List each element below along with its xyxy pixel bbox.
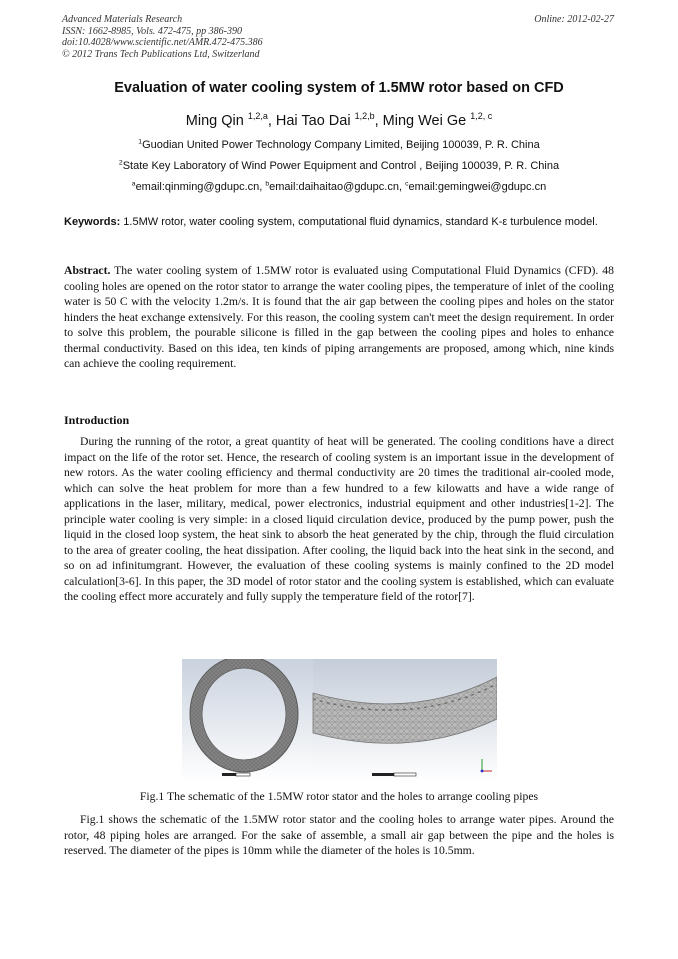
author-affil-sup: 1,2,b bbox=[354, 111, 375, 122]
author-separator: , bbox=[374, 113, 383, 129]
abstract-text: The water cooling system of 1.5MW rotor is evaluated using Computational Fluid Dynamics (CFD). 48 cooling holes are opened on the rotor stator to arrange the water cooling pipes, the temperature of inlet of the cooling water is 50 C with the velocity 1.2m/s. It is found that the air gap between the cooling pipes and holes on the stator hinders the heat exchange extensively. For this reason, the cooling system can't meet the design requirement. In order to solve this problem, the pourable silicone is filled in the gap between the cooling pipes and holes to enhance thermal conductivity. Based on this idea, ten kinds of piping arrangements are proposed, among which, nine kinds can achieve the cooling requirement. bbox=[64, 264, 614, 370]
email-sup: a bbox=[131, 180, 136, 188]
author-affil-sup: 1,2,a bbox=[247, 111, 268, 122]
journal-header bbox=[62, 14, 614, 60]
abstract-section bbox=[64, 263, 614, 372]
introduction-paragraph: During the running of the rotor, a great quantity of heat will be generated. The cooling conditions have a direct impact on the life of the rotor set. Hence, the research of cooling system is an important issue in the development of new rotors. As the water cooling efficiency and thermal conductivity are 20 times the traditional air-cooled mode, which can solve the heat problem for more than a few hundred to a few kilowatts and have a wide range of applications in the laser, military, medical, power electronics, industrial equipment and other industries[1-2]. The principle water cooling is very simple: in a closed liquid circulation device, produced by the pump power, push the liquid in the closed loop system, the heat sink to absorb the heat generated by the chip, through the fluid circulation to the area of greater cooling, the heat dissipation. After cooling, the liquid back into the heat sink in the second, and so on ad infinitumgrant. However, the evaluation of these cooling systems is mainly confined to the 2D model calculation[3-6]. In this paper, the 3D model of rotor stator and the cooling system is established, which can evaluate the cooling effect more accurately and fully supply the temperature field of the rotor[7]. bbox=[64, 435, 614, 603]
affiliation-sup: 1 bbox=[138, 138, 143, 146]
email-line bbox=[0, 181, 678, 193]
journal-name: Advanced Materials Research bbox=[62, 14, 183, 25]
doi-line: doi:10.4028/www.scientific.net/AMR.472-475.386 bbox=[62, 37, 263, 48]
author-list bbox=[0, 113, 678, 129]
figure-1-image bbox=[182, 659, 497, 782]
copyright-line: © 2012 Trans Tech Publications Ltd, Switzerland bbox=[62, 48, 260, 60]
author-name: Ming Wei Ge bbox=[382, 113, 467, 129]
figure-1 bbox=[182, 659, 497, 782]
affiliation-text: State Key Laboratory of Wind Power Equipment and Control , Beijing 100039, P. R. China bbox=[122, 160, 560, 172]
online-date: Online: 2012-02-27 bbox=[534, 14, 614, 25]
author-affil-sup: 1,2, c bbox=[470, 111, 493, 122]
introduction-heading: Introduction bbox=[64, 413, 130, 427]
keywords-section bbox=[64, 215, 614, 230]
issn-line: ISSN: 1662-8985, Vols. 472-475, pp 386-390 bbox=[62, 25, 242, 37]
author-name: Ming Qin bbox=[185, 113, 244, 129]
abstract-label: Abstract. bbox=[64, 264, 111, 277]
keywords-label: Keywords: bbox=[64, 216, 121, 228]
affiliation-sup: 2 bbox=[118, 159, 123, 167]
figure-description-paragraph: Fig.1 shows the schematic of the 1.5MW rotor stator and the cooling holes to arrange water pipes. Around the rotor, 48 piping holes are arranged. For the sake of assemble, a small air gap between the pipe and the holes is reserved. The diameter of the pipes is 10mm while the diameter of the holes is 10.5mm. bbox=[64, 813, 614, 857]
affiliation-2 bbox=[0, 160, 678, 172]
keywords-text: 1.5MW rotor, water cooling system, computational fluid dynamics, standard K-ε turbulence model. bbox=[120, 216, 598, 228]
author-separator: , bbox=[267, 113, 276, 129]
email-text: email:qinming@gdupc.cn, bbox=[135, 181, 266, 193]
email-sup: b bbox=[265, 180, 270, 188]
email-text: email:gemingwei@gdupc.cn bbox=[408, 181, 547, 193]
affiliation-1 bbox=[0, 139, 678, 151]
email-sup: c bbox=[405, 180, 409, 188]
paper-title: Evaluation of water cooling system of 1.5MW rotor based on CFD bbox=[114, 80, 564, 96]
email-text: email:daihaitao@gdupc.cn, bbox=[269, 181, 406, 193]
figure-1-caption: Fig.1 The schematic of the 1.5MW rotor stator and the holes to arrange cooling pipes bbox=[139, 790, 539, 803]
affiliation-text: Guodian United Power Technology Company Limited, Beijing 100039, P. R. China bbox=[142, 139, 540, 151]
author-name: Hai Tao Dai bbox=[275, 113, 351, 129]
